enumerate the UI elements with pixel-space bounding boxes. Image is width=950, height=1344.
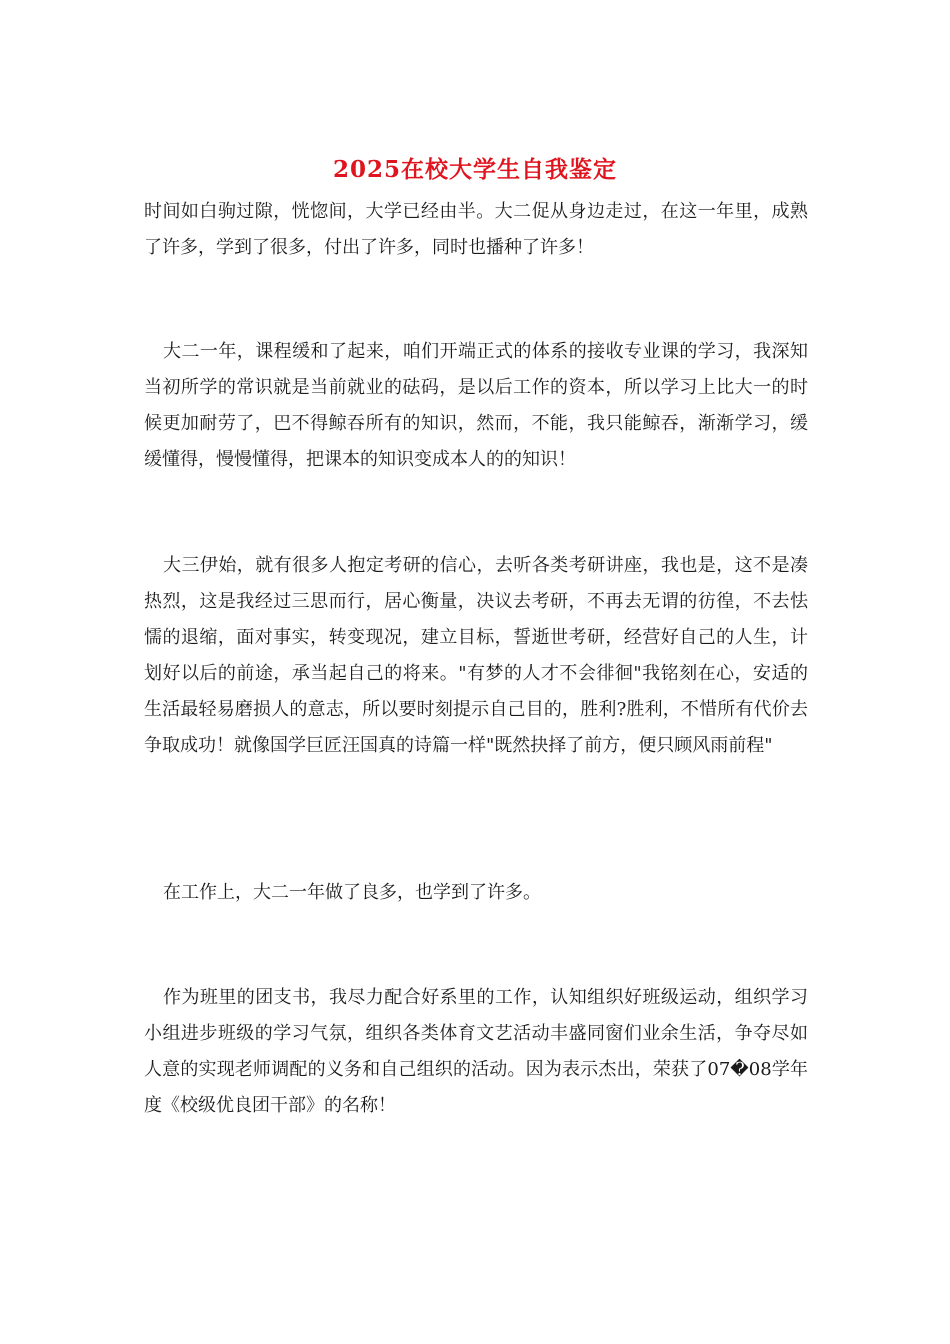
paragraph-postgraduate: 大三伊始，就有很多人抱定考研的信心，去听各类考研讲座，我也是，这不是凑热烈，这是我经过三思而行，居心衡量，决议去考研，不再去无谓的彷徨，不去怯懦的退缩，面对事实，转变现况，建立目标，誓逝世考研，经营好自己的人生，计划好以后的前途，承当起自己的将来。"有梦的人才不会徘徊"我铭刻在心，安适的生活最轻易磨损人的意志，所以要时刻提示自己目的，胜利?胜利，不惜所有代价去争取成功！就像国学巨匠汪国真的诗篇一样"既然抉择了前方，便只顾风雨前程"	[144, 555, 808, 756]
paragraph-work: 在工作上，大二一年做了良多，也学到了许多。	[163, 882, 541, 903]
paragraph-study: 大二一年，课程缓和了起来，咱们开端正式的体系的接收专业课的学习，我深知当初所学的常识就是当前就业的砝码，是以后工作的资本，所以学习上比大一的时候更加耐劳了，巴不得鲸吞所有的知识，然而，不能，我只能鲸吞，渐渐学习，缓缓懂得，慢慢懂得，把课本的知识变成本人的的知识！	[144, 341, 808, 470]
document-title: 2025在校大学生自我鉴定	[332, 156, 617, 183]
paragraph-league-secretary: 作为班里的团支书，我尽力配合好系里的工作，认知组织好班级运动，组织学习小组进步班级的学习气氛，组织各类体育文艺活动丰盛同窗们业余生活，争夺尽如人意的实现老师调配的义务和自己组织的活动。因为表示杰出，荣获了07�08学年度《校级优良团干部》的名称！	[144, 987, 808, 1116]
paragraph-intro: 时间如白驹过隙，恍惚间，大学已经由半。大二促从身边走过，在这一年里，成熟了许多，学到了很多，付出了许多，同时也播种了许多！	[144, 201, 808, 258]
